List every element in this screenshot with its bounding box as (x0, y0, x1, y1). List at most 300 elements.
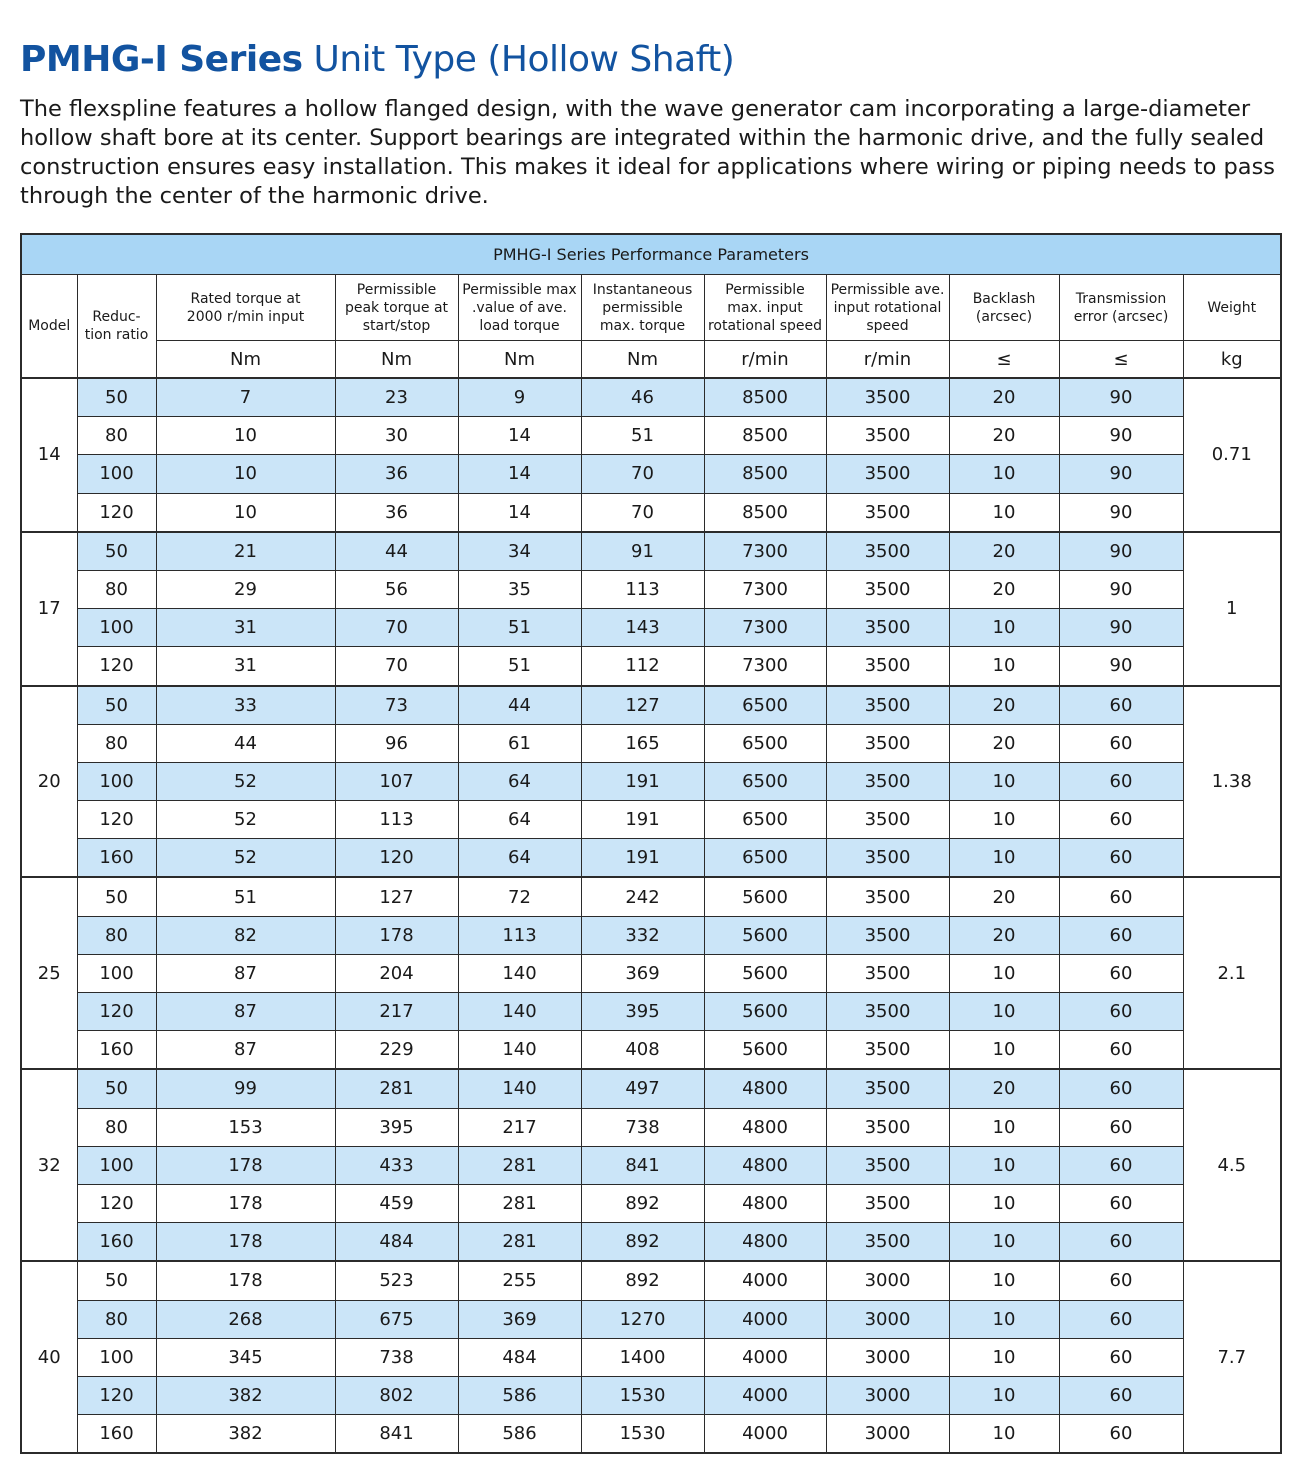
table-cell: 127 (581, 686, 704, 725)
table-cell: 8500 (704, 455, 826, 493)
table-cell: 217 (335, 993, 458, 1031)
table-cell: 3500 (826, 1069, 949, 1108)
performance-table (20, 233, 1282, 1454)
table-cell: 21 (156, 532, 335, 571)
table-cell: 153 (156, 1108, 335, 1146)
model-group (21, 1261, 1281, 1453)
header-transmission-error: Transmission error (arcsec) (1059, 275, 1183, 341)
table-cell: 50 (77, 877, 156, 916)
table-cell: 4000 (704, 1300, 826, 1338)
table-cell: 51 (581, 417, 704, 455)
header-max-input-speed: Permissible max. input rotational speed (704, 275, 826, 341)
table-cell: 5600 (704, 993, 826, 1031)
table-cell: 91 (581, 532, 704, 571)
table-cell: 6500 (704, 686, 826, 725)
table-row (21, 1261, 1281, 1300)
table-cell: 4000 (704, 1261, 826, 1300)
table-cell: 4800 (704, 1184, 826, 1222)
table-cell: 100 (77, 455, 156, 493)
table-cell: 5600 (704, 1031, 826, 1070)
table-cell: 3000 (826, 1338, 949, 1376)
table-cell: 3500 (826, 1184, 949, 1222)
table-cell: 165 (581, 724, 704, 762)
table-cell: 10 (949, 1261, 1059, 1300)
table-cell: 3500 (826, 686, 949, 725)
table-row (21, 686, 1281, 725)
table-cell: 7 (156, 378, 335, 417)
table-cell: 3500 (826, 762, 949, 800)
table-cell: 60 (1059, 1300, 1183, 1338)
table-row (21, 877, 1281, 916)
table-cell: 281 (335, 1069, 458, 1108)
table-cell: 50 (77, 686, 156, 725)
table-cell: 10 (156, 417, 335, 455)
table-row (21, 1300, 1281, 1338)
table-cell: 802 (335, 1376, 458, 1414)
table-cell: 8500 (704, 417, 826, 455)
table-cell: 20 (949, 724, 1059, 762)
table-cell: 87 (156, 954, 335, 992)
table-cell: 87 (156, 993, 335, 1031)
table-cell: 841 (581, 1146, 704, 1184)
table-cell: 60 (1059, 686, 1183, 725)
table-cell: 10 (949, 762, 1059, 800)
table-cell: 160 (77, 839, 156, 878)
table-cell: 3500 (826, 378, 949, 417)
table-cell: 120 (77, 647, 156, 686)
header-model: Model (21, 275, 77, 379)
table-cell: 3000 (826, 1261, 949, 1300)
table-cell: 20 (949, 570, 1059, 608)
table-cell: 10 (949, 1108, 1059, 1146)
table-cell: 29 (156, 570, 335, 608)
table-cell: 382 (156, 1415, 335, 1454)
table-cell: 8500 (704, 493, 826, 532)
weight-cell: 7.7 (1183, 1261, 1281, 1453)
page-title (20, 36, 734, 84)
table-cell: 7300 (704, 609, 826, 647)
table-row (21, 455, 1281, 493)
table-row (21, 609, 1281, 647)
table-cell: 382 (156, 1376, 335, 1414)
table-cell: 4800 (704, 1146, 826, 1184)
table-row (21, 647, 1281, 686)
table-cell: 52 (156, 762, 335, 800)
table-cell: 1400 (581, 1338, 704, 1376)
table-cell: 408 (581, 1031, 704, 1070)
table-cell: 6500 (704, 839, 826, 878)
table-row (21, 993, 1281, 1031)
table-cell: 3500 (826, 1146, 949, 1184)
header-ave-load-torque: Permissible max .value of ave. load torque (458, 275, 581, 341)
table-cell: 10 (949, 954, 1059, 992)
table-cell: 160 (77, 1415, 156, 1454)
model-cell: 17 (21, 532, 77, 686)
unit-cell: Nm (458, 341, 581, 379)
table-cell: 217 (458, 1108, 581, 1146)
table-row (21, 1223, 1281, 1262)
model-group (21, 1069, 1281, 1261)
table-cell: 10 (949, 493, 1059, 532)
table-cell: 60 (1059, 877, 1183, 916)
table-cell: 1530 (581, 1376, 704, 1414)
table-cell: 14 (458, 417, 581, 455)
table-cell: 10 (949, 1415, 1059, 1454)
table-cell: 3500 (826, 877, 949, 916)
table-cell: 675 (335, 1300, 458, 1338)
table-cell: 281 (458, 1223, 581, 1262)
table-cell: 7300 (704, 532, 826, 571)
table-cell: 10 (949, 1184, 1059, 1222)
unit-cell: ≤ (949, 341, 1059, 379)
table-cell: 160 (77, 1031, 156, 1070)
table-cell: 127 (335, 877, 458, 916)
table-cell: 80 (77, 570, 156, 608)
table-cell: 395 (581, 993, 704, 1031)
table-cell: 3500 (826, 532, 949, 571)
table-cell: 523 (335, 1261, 458, 1300)
table-cell: 178 (156, 1223, 335, 1262)
table-cell: 10 (949, 839, 1059, 878)
table-cell: 9 (458, 378, 581, 417)
table-row (21, 570, 1281, 608)
table-cell: 90 (1059, 493, 1183, 532)
table-cell: 4000 (704, 1415, 826, 1454)
table-cell: 60 (1059, 1146, 1183, 1184)
table-cell: 4000 (704, 1338, 826, 1376)
unit-cell: Nm (156, 341, 335, 379)
table-row (21, 724, 1281, 762)
table-cell: 204 (335, 954, 458, 992)
table-cell: 64 (458, 762, 581, 800)
table-cell: 10 (949, 1223, 1059, 1262)
table-cell: 268 (156, 1300, 335, 1338)
table-row (21, 801, 1281, 839)
table-cell: 229 (335, 1031, 458, 1070)
table-cell: 10 (949, 1146, 1059, 1184)
table-cell: 10 (949, 647, 1059, 686)
table-cell: 6500 (704, 724, 826, 762)
table-row (21, 839, 1281, 878)
table-cell: 70 (581, 455, 704, 493)
table-cell: 4800 (704, 1069, 826, 1108)
table-cell: 497 (581, 1069, 704, 1108)
table-cell: 60 (1059, 1376, 1183, 1414)
table-cell: 100 (77, 954, 156, 992)
table-cell: 60 (1059, 762, 1183, 800)
table-cell: 892 (581, 1223, 704, 1262)
table-cell: 10 (949, 609, 1059, 647)
table-cell: 120 (77, 993, 156, 1031)
table-cell: 56 (335, 570, 458, 608)
table-row (21, 1184, 1281, 1222)
table-cell: 51 (458, 647, 581, 686)
table-cell: 90 (1059, 570, 1183, 608)
table-cell: 80 (77, 417, 156, 455)
model-cell: 25 (21, 877, 77, 1069)
table-cell: 178 (156, 1146, 335, 1184)
table-cell: 120 (77, 1376, 156, 1414)
table-row (21, 1146, 1281, 1184)
table-row (21, 417, 1281, 455)
table-cell: 52 (156, 801, 335, 839)
table-row (21, 1108, 1281, 1146)
table-cell: 50 (77, 378, 156, 417)
table-cell: 160 (77, 1223, 156, 1262)
table-cell: 64 (458, 839, 581, 878)
table-cell: 90 (1059, 647, 1183, 686)
table-cell: 345 (156, 1338, 335, 1376)
table-cell: 892 (581, 1184, 704, 1222)
table-cell: 3500 (826, 609, 949, 647)
table-row (21, 1376, 1281, 1414)
weight-cell: 4.5 (1183, 1069, 1281, 1261)
table-cell: 60 (1059, 1223, 1183, 1262)
table-cell: 459 (335, 1184, 458, 1222)
table-cell: 120 (335, 839, 458, 878)
header-reduction-ratio: Reduc- tion ratio (77, 275, 156, 379)
table-cell: 3500 (826, 801, 949, 839)
model-cell: 20 (21, 686, 77, 878)
header-rated-torque: Rated torque at 2000 r/min input (156, 275, 335, 341)
table-cell: 60 (1059, 801, 1183, 839)
table-cell: 80 (77, 1108, 156, 1146)
header-backlash: Backlash (arcsec) (949, 275, 1059, 341)
table-cell: 20 (949, 916, 1059, 954)
table-cell: 80 (77, 916, 156, 954)
unit-cell: r/min (704, 341, 826, 379)
table-cell: 60 (1059, 1184, 1183, 1222)
table-cell: 31 (156, 647, 335, 686)
table-cell: 3500 (826, 1108, 949, 1146)
table-row (21, 954, 1281, 992)
table-row (21, 532, 1281, 571)
table-cell: 395 (335, 1108, 458, 1146)
table-cell: 892 (581, 1261, 704, 1300)
table-row (21, 762, 1281, 800)
table-cell: 100 (77, 762, 156, 800)
table-cell: 60 (1059, 1338, 1183, 1376)
table-cell: 3500 (826, 493, 949, 532)
weight-cell: 0.71 (1183, 378, 1281, 532)
table-cell: 60 (1059, 1031, 1183, 1070)
table-cell: 20 (949, 532, 1059, 571)
table-cell: 100 (77, 609, 156, 647)
table-cell: 738 (581, 1108, 704, 1146)
table-cell: 5600 (704, 877, 826, 916)
table-cell: 113 (581, 570, 704, 608)
table-cell: 255 (458, 1261, 581, 1300)
table-cell: 3500 (826, 417, 949, 455)
table-cell: 242 (581, 877, 704, 916)
table-cell: 99 (156, 1069, 335, 1108)
table-cell: 90 (1059, 455, 1183, 493)
table-row (21, 916, 1281, 954)
table-row (21, 1338, 1281, 1376)
table-cell: 143 (581, 609, 704, 647)
model-group (21, 686, 1281, 878)
table-cell: 14 (458, 493, 581, 532)
table-cell: 50 (77, 1261, 156, 1300)
table-cell: 60 (1059, 993, 1183, 1031)
table-cell: 80 (77, 724, 156, 762)
table-cell: 7300 (704, 570, 826, 608)
table-cell: 841 (335, 1415, 458, 1454)
table-cell: 96 (335, 724, 458, 762)
table-cell: 112 (581, 647, 704, 686)
table-cell: 10 (949, 993, 1059, 1031)
table-cell: 178 (156, 1184, 335, 1222)
table-cell: 191 (581, 762, 704, 800)
table-cell: 20 (949, 378, 1059, 417)
table-cell: 1270 (581, 1300, 704, 1338)
table-row (21, 1415, 1281, 1454)
table-cell: 120 (77, 493, 156, 532)
table-cell: 52 (156, 839, 335, 878)
table-cell: 3500 (826, 455, 949, 493)
table-row (21, 1069, 1281, 1108)
model-group (21, 532, 1281, 686)
table-cell: 484 (335, 1223, 458, 1262)
table-cell: 10 (949, 1376, 1059, 1414)
table-cell: 113 (335, 801, 458, 839)
table-cell: 3500 (826, 993, 949, 1031)
table-cell: 20 (949, 686, 1059, 725)
table-cell: 10 (949, 1300, 1059, 1338)
table-cell: 20 (949, 1069, 1059, 1108)
model-group (21, 378, 1281, 532)
table-cell: 4800 (704, 1108, 826, 1146)
table-cell: 44 (458, 686, 581, 725)
table-cell: 3500 (826, 1031, 949, 1070)
table-cell: 3500 (826, 724, 949, 762)
table-cell: 36 (335, 493, 458, 532)
table-row (21, 493, 1281, 532)
table-cell: 3500 (826, 916, 949, 954)
table-cell: 3500 (826, 1223, 949, 1262)
table-cell: 120 (77, 1184, 156, 1222)
table-cell: 4000 (704, 1376, 826, 1414)
title-series: PMHG-I Series (20, 39, 303, 80)
table-cell: 73 (335, 686, 458, 725)
table-cell: 10 (949, 455, 1059, 493)
table-cell: 332 (581, 916, 704, 954)
table-caption: PMHG-I Series Performance Parameters (21, 234, 1281, 275)
table-cell: 369 (458, 1300, 581, 1338)
table-cell: 738 (335, 1338, 458, 1376)
table-cell: 14 (458, 455, 581, 493)
table-cell: 60 (1059, 954, 1183, 992)
header-weight: Weight (1183, 275, 1281, 341)
table-cell: 90 (1059, 378, 1183, 417)
unit-cell: Nm (581, 341, 704, 379)
table-cell: 8500 (704, 378, 826, 417)
table-cell: 140 (458, 1069, 581, 1108)
table-cell: 3500 (826, 647, 949, 686)
table-cell: 140 (458, 954, 581, 992)
table-cell: 191 (581, 839, 704, 878)
table-cell: 20 (949, 877, 1059, 916)
table-cell: 3000 (826, 1300, 949, 1338)
weight-cell: 2.1 (1183, 877, 1281, 1069)
table-cell: 51 (156, 877, 335, 916)
title-subtitle: Unit Type (Hollow Shaft) (302, 39, 735, 80)
table-cell: 31 (156, 609, 335, 647)
table-cell: 113 (458, 916, 581, 954)
table-cell: 5600 (704, 954, 826, 992)
table-cell: 107 (335, 762, 458, 800)
table-cell: 3000 (826, 1376, 949, 1414)
table-cell: 3500 (826, 954, 949, 992)
table-cell: 60 (1059, 724, 1183, 762)
table-cell: 281 (458, 1184, 581, 1222)
table-cell: 70 (335, 647, 458, 686)
table-row (21, 1031, 1281, 1070)
table-cell: 60 (1059, 1069, 1183, 1108)
table-cell: 20 (949, 417, 1059, 455)
table-cell: 10 (949, 801, 1059, 839)
table-cell: 100 (77, 1338, 156, 1376)
header-instantaneous-torque: Instantaneous permissible max. torque (581, 275, 704, 341)
table-cell: 60 (1059, 839, 1183, 878)
table-cell: 586 (458, 1415, 581, 1454)
intro-paragraph: The flexspline features a hollow flanged design, with the wave generator cam incorporating a large-diameter hollow shaft bore at its center. Support bearings are integrated within the harmonic drive, and the fully sealed construction ensures easy installation. This makes it ideal for applications where wiring or piping needs to pass through the center of the harmonic drive. (20, 96, 1276, 209)
table-cell: 120 (77, 801, 156, 839)
table-cell: 6500 (704, 762, 826, 800)
table-cell: 44 (335, 532, 458, 571)
table-cell: 433 (335, 1146, 458, 1184)
table-cell: 60 (1059, 916, 1183, 954)
unit-cell: r/min (826, 341, 949, 379)
table-row (21, 378, 1281, 417)
table-cell: 36 (335, 455, 458, 493)
table-cell: 60 (1059, 1108, 1183, 1146)
table-cell: 1530 (581, 1415, 704, 1454)
unit-cell: ≤ (1059, 341, 1183, 379)
table-cell: 33 (156, 686, 335, 725)
table-cell: 178 (335, 916, 458, 954)
table-cell: 50 (77, 532, 156, 571)
unit-cell: Nm (335, 341, 458, 379)
table-cell: 100 (77, 1146, 156, 1184)
weight-cell: 1.38 (1183, 686, 1281, 878)
header-peak-torque: Permissible peak torque at start/stop (335, 275, 458, 341)
unit-cell: kg (1183, 341, 1281, 379)
table-cell: 35 (458, 570, 581, 608)
table-cell: 44 (156, 724, 335, 762)
model-cell: 40 (21, 1261, 77, 1453)
table-cell: 46 (581, 378, 704, 417)
table-cell: 70 (335, 609, 458, 647)
table-cell: 3500 (826, 839, 949, 878)
table-cell: 90 (1059, 417, 1183, 455)
table-cell: 80 (77, 1300, 156, 1338)
table-cell: 72 (458, 877, 581, 916)
table-cell: 4800 (704, 1223, 826, 1262)
table-cell: 10 (156, 493, 335, 532)
weight-cell: 1 (1183, 532, 1281, 686)
model-group (21, 877, 1281, 1069)
table-cell: 90 (1059, 532, 1183, 571)
table-cell: 10 (156, 455, 335, 493)
table-cell: 23 (335, 378, 458, 417)
table-cell: 82 (156, 916, 335, 954)
table-cell: 64 (458, 801, 581, 839)
table-cell: 60 (1059, 1415, 1183, 1454)
table-cell: 484 (458, 1338, 581, 1376)
model-cell: 14 (21, 378, 77, 532)
table-cell: 281 (458, 1146, 581, 1184)
